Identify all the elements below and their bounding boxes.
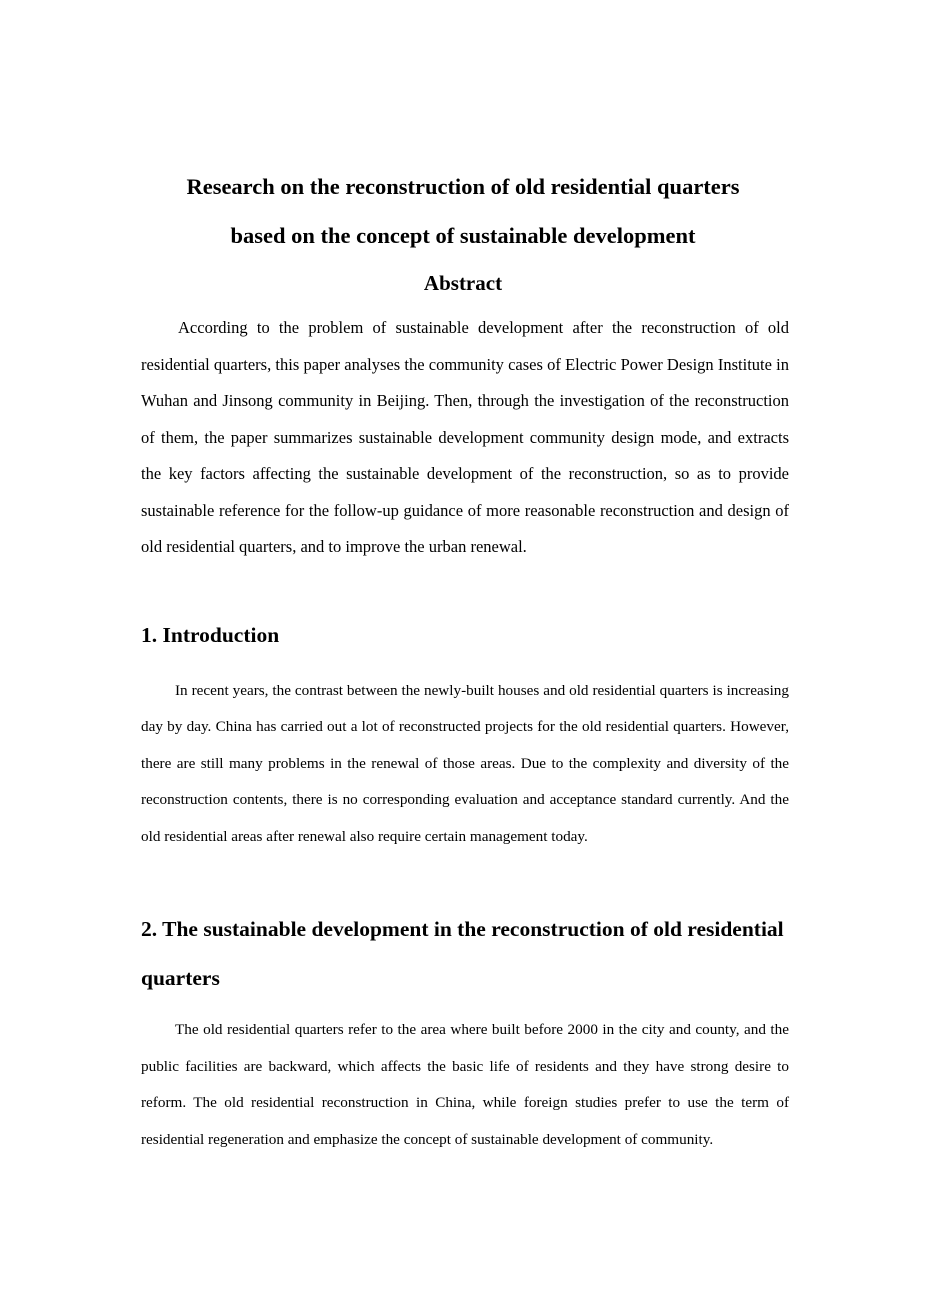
abstract-paragraph: According to the problem of sustainable development after the reconstruction of old residential quarters, this paper analyses the community cases of Electric Power Design Institute in Wuhan and Jinsong community in Beijing. Then, through the investigation of the reconstruction of them, the paper summarizes sustainable development community design mode, and extracts the key factors affecting the sustainable development of the reconstruction, so as to provide sustainable reference for the follow-up guidance of more reasonable reconstruction and design of old residential quarters, and to improve the urban renewal. [141,318,789,556]
sustainable-development-paragraph: The old residential quarters refer to the area where built before 2000 in the city and county, and the public facilities are backward, which affects the basic life of residents and they have strong desire to reform. The old residential reconstruction in China, while foreign studies prefer to use the term of residential regeneration and emphasize the concept of sustainable development of community. [141,1021,789,1148]
introduction-paragraph: In recent years, the contrast between the newly-built houses and old residential quarters is increasing day by day. China has carried out a lot of reconstructed projects for the old residential quarters. However, there are still many problems in the renewal of those areas. Due to the complexity and diversity of the reconstruction contents, there is no corresponding evaluation and acceptance standard currently. And the old residential areas after renewal also require certain management today. [141,682,789,845]
section-heading-sustainable-development: 2. The sustainable development in the reconstruction of old residential quarters [141,917,784,990]
paper-title-line-2: based on the concept of sustainable development [230,223,696,248]
section-heading-introduction: 1. Introduction [141,623,280,647]
abstract-heading: Abstract [423,271,503,295]
paper-title-line-1: Research on the reconstruction of old residential quarters [186,174,740,199]
